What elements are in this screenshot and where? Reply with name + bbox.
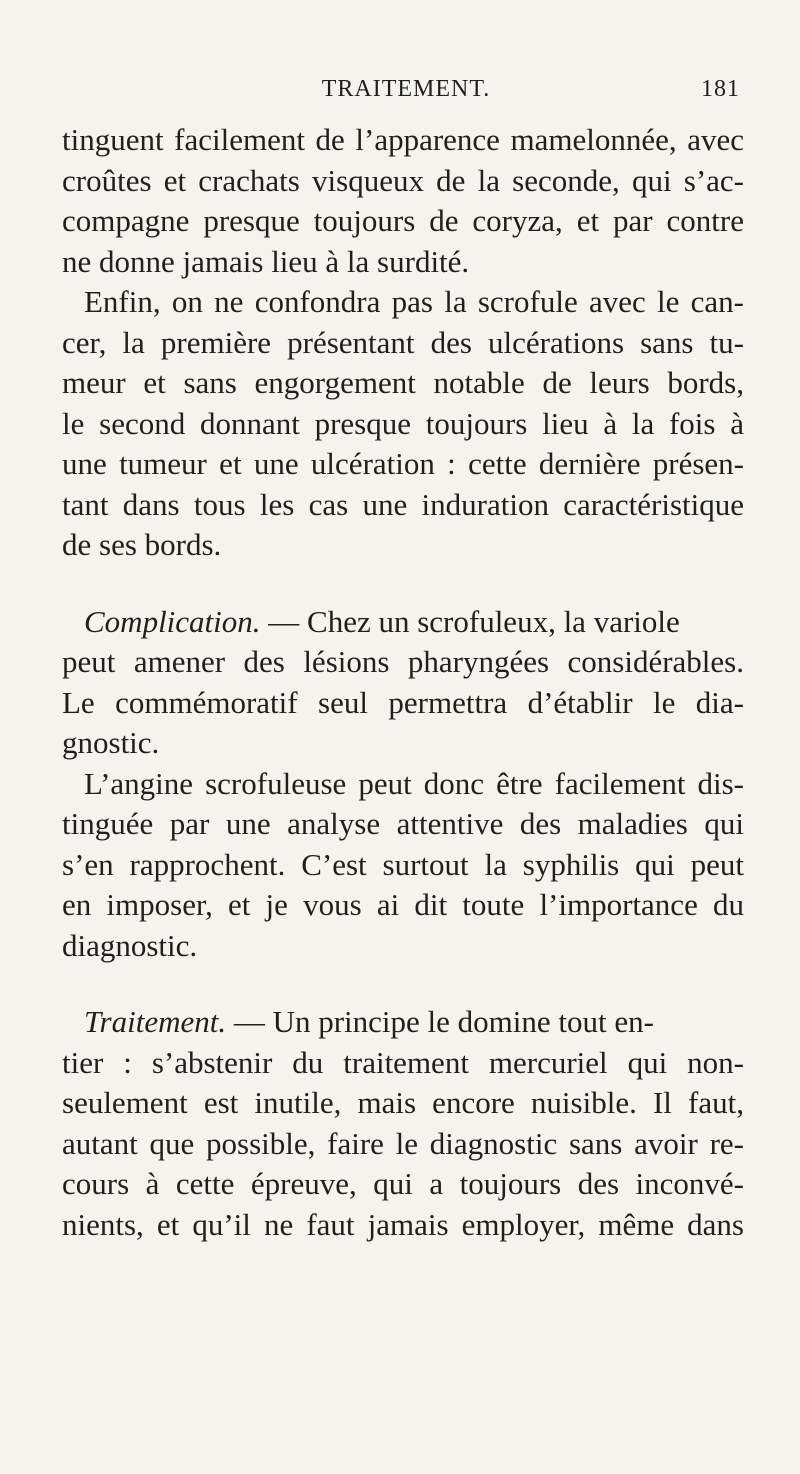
paragraph-gap — [62, 566, 744, 602]
text-line: L’angine scrofuleuse peut donc être facilement dis- — [84, 765, 744, 801]
text-line: ne donne jamais lieu à la surdité. — [62, 243, 470, 279]
text-line: tant dans tous les cas une induration caractéristique — [62, 486, 744, 522]
text-line: peut amener des lésions pharyngées considérables. — [62, 644, 744, 679]
body-text — [62, 120, 744, 1245]
text-line: compagne presque toujours de coryza, et par contre — [62, 203, 744, 238]
text-line: meur et sans engorgement notable de leurs bords, — [62, 365, 744, 400]
text-line: s’en rapprochent. C’est surtout la syphilis qui peut — [62, 846, 744, 882]
text-line — [62, 1002, 744, 1043]
text-line: tier : s’abstenir du traitement mercuriel qui non- — [62, 1044, 744, 1080]
text-line: tinguent facilement de l’apparence mamelonnée, avec — [62, 122, 744, 157]
text-line: gnostic. — [62, 725, 160, 760]
page-number: 181 — [701, 76, 740, 102]
text-line: seulement est inutile, mais encore nuisible. Il faut, — [62, 1085, 744, 1120]
text-line: diagnostic. — [62, 927, 198, 963]
text-line: cours à cette épreuve, qui a toujours des inconvé- — [62, 1166, 744, 1201]
text-line: Le commémoratif seul permettra d’établir le dia- — [62, 684, 744, 720]
text-line: une tumeur et une ulcération : cette dernière présen- — [62, 446, 744, 481]
text-line: nients, et qu’il ne faut jamais employer, même dans — [62, 1206, 744, 1242]
text-line: de ses bords. — [62, 527, 222, 562]
text-line: Enfin, on ne confondra pas la scrofule avec le can- — [84, 284, 744, 319]
text-line: autant que possible, faire le diagnostic sans avoir re- — [62, 1125, 744, 1161]
text-line: tinguée par une analyse attentive des maladies qui — [62, 806, 744, 841]
running-head — [72, 76, 740, 110]
section-heading: Traitement. — [84, 1004, 227, 1039]
text-line — [62, 602, 744, 643]
text-line: cer, la première présentant des ulcérations sans tu- — [62, 324, 744, 360]
text-line: croûtes et crachats visqueux de la seconde, qui s’ac- — [62, 162, 744, 198]
section-heading: Complication. — [84, 603, 261, 639]
paragraph-gap — [62, 966, 744, 1002]
text-line: le second donnant presque toujours lieu à la fois à — [62, 405, 744, 441]
running-title: TRAITEMENT. — [321, 76, 491, 102]
line-text: — Un principe le domine tout en- — [226, 1004, 654, 1039]
line-text: — Chez un scrofuleux, la variole — [260, 603, 680, 639]
text-line: en imposer, et je vous ai dit toute l’importance du — [62, 887, 744, 922]
